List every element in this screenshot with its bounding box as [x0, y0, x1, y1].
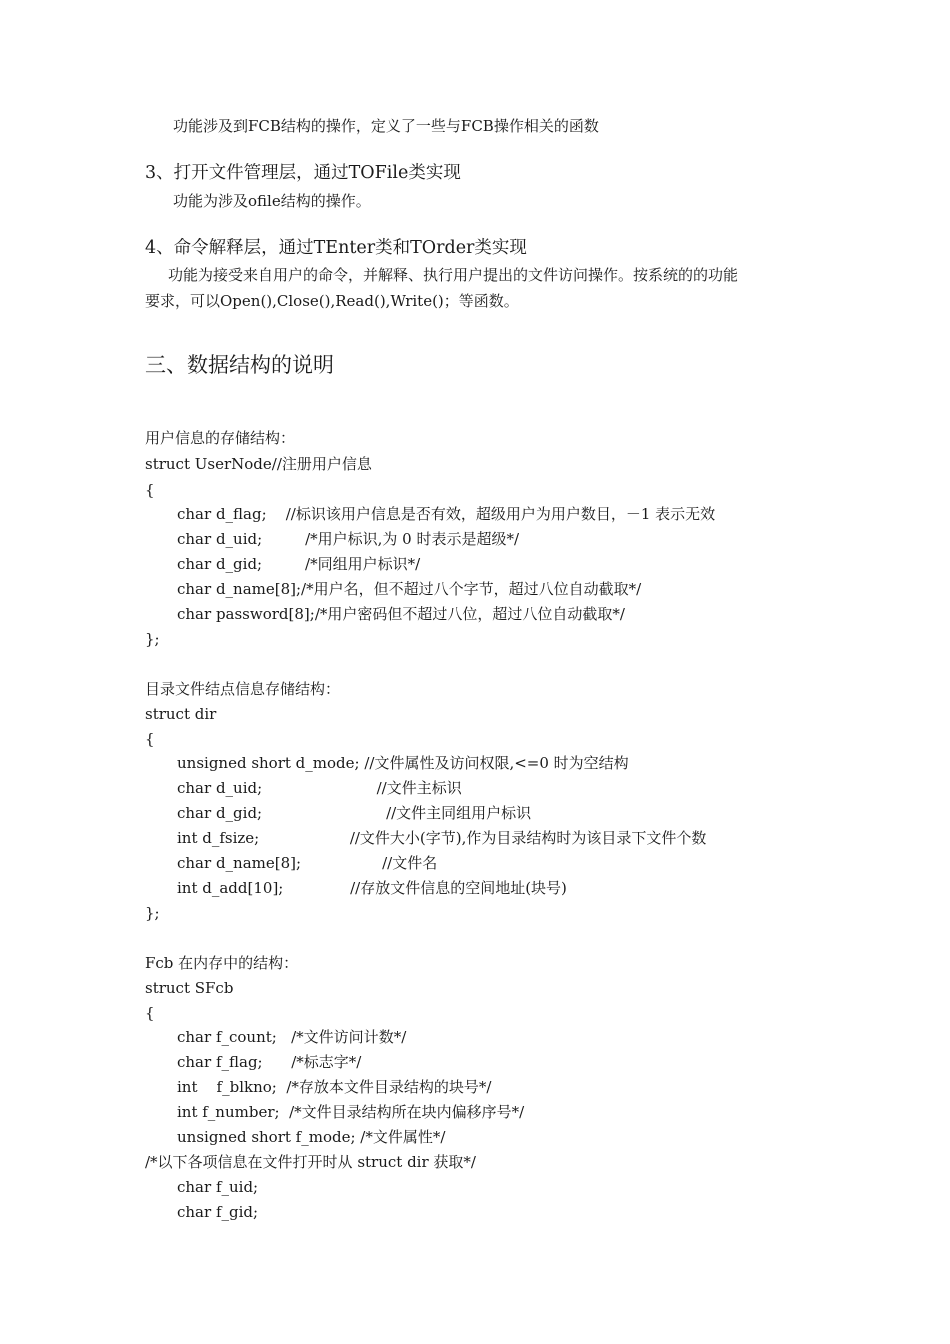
text-line-26: Fcb 在内存中的结构： — [145, 954, 299, 972]
text-line-28: { — [145, 1004, 155, 1022]
text-line-4: 功能为接受来自用户的命令，并解释、执行用户提出的文件访问操作。按系统的的功能 — [168, 266, 739, 284]
text-line-2: 功能为涉及ofile结构的操作。 — [173, 192, 371, 210]
text-line-14: char password[8];/*用户密码但不超过八位，超过八位自动截取*/ — [177, 605, 625, 623]
text-line-5: 要求，可以Open(),Close(),Read(),Write()；等函数。 — [145, 292, 519, 310]
text-line-9: { — [145, 481, 155, 499]
text-line-32: int f_number; /*文件目录结构所在块内偏移序号*/ — [177, 1103, 525, 1121]
text-line-16: 目录文件结点信息存储结构： — [145, 680, 341, 698]
text-line-7: 用户信息的存储结构： — [145, 429, 296, 447]
text-line-19: unsigned short d_mode; //文件属性及访问权限,<=0 时为空结构 — [177, 754, 629, 772]
text-line-31: int f_blkno; /*存放本文件目录结构的块号*/ — [177, 1078, 492, 1096]
text-line-21: char d_gid; //文件主同组用户标识 — [177, 804, 532, 822]
text-line-36: char f_gid; — [177, 1203, 259, 1221]
text-line-12: char d_gid; /*同组用户标识*/ — [177, 555, 421, 573]
text-line-10: char d_flag; //标识该用户信息是否有效，超级用户为用户数目，－1 表示无效 — [177, 505, 716, 523]
text-line-22: int d_fsize; //文件大小(字节),作为目录结构时为该目录下文件个数 — [177, 829, 707, 847]
text-line-34: /*以下各项信息在文件打开时从 struct dir 获取*/ — [145, 1153, 476, 1171]
text-line-27: struct SFcb — [145, 979, 234, 997]
text-line-17: struct dir — [145, 705, 217, 723]
text-line-24: int d_add[10]; //存放文件信息的空间地址(块号) — [177, 879, 567, 897]
text-line-3: 4、命令解释层，通过TEnter类和TOrder类实现 — [145, 238, 527, 258]
text-line-29: char f_count; /*文件访问计数*/ — [177, 1028, 407, 1046]
text-line-13: char d_name[8];/*用户名，但不超过八个字节，超过八位自动截取*/ — [177, 580, 642, 598]
text-line-30: char f_flag; /*标志字*/ — [177, 1053, 362, 1071]
text-line-33: unsigned short f_mode; /*文件属性*/ — [177, 1128, 446, 1146]
text-line-15: }; — [145, 630, 160, 648]
text-line-25: }; — [145, 904, 160, 922]
text-line-18: { — [145, 730, 155, 748]
text-line-6: 三、数据结构的说明 — [145, 353, 334, 377]
text-line-35: char f_uid; — [177, 1178, 259, 1196]
text-line-1: 3、打开文件管理层，通过TOFile类实现 — [145, 163, 461, 183]
text-line-0: 功能涉及到FCB结构的操作，定义了一些与FCB操作相关的函数 — [173, 117, 599, 135]
text-line-20: char d_uid; //文件主标识 — [177, 779, 462, 797]
text-line-23: char d_name[8]; //文件名 — [177, 854, 438, 872]
text-line-8: struct UserNode//注册用户信息 — [145, 455, 372, 473]
text-line-11: char d_uid; /*用户标识,为 0 时表示是超级*/ — [177, 530, 520, 548]
